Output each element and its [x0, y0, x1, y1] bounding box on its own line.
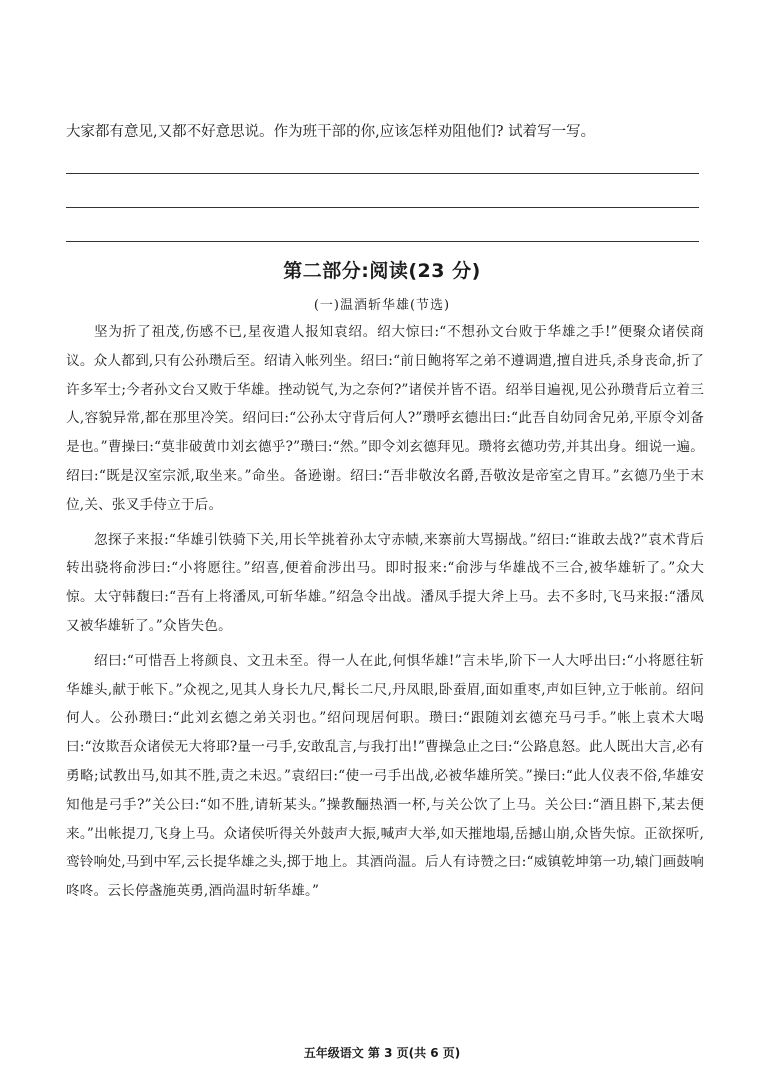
passage-paragraph-3: 绍曰:“可惜吾上将颜良、文丑未至。得一人在此,何惧华雄!”言未毕,阶下一人大呼出曰:“小将愿往斩华雄头,献于帐下。”众视之,见其人身长九尺,髯长二尺,丹凤眼,卧蚕眉,面如重枣,声如巨钟,立于帐前。绍问何人。公孙瓒曰:“此刘玄德之弟关羽也。”绍问现居何职。瓒曰:“跟随刘玄德充马弓手。”帐上袁术大喝曰:“汝欺吾众诸侯无大将耶?量一弓手,安敢乱言,与我打出!”曹操急止之曰:“公路息怒。此人既出大言,必有勇略;试教出马,如其不胜,责之未迟。”袁绍曰:“使一弓手出战,必被华雄所笑。”操曰:“此人仪表不俗,华雄安知他是弓手?”关公曰:“如不胜,请斩某头。”操教酾热酒一杯,与关公饮了上马。关公曰:“酒且斟下,某去便来。”出帐提刀,飞身上马。众诸侯听得关外鼓声大振,喊声大举,如天摧地塌,岳撼山崩,众皆失惊。正欲探听,鸾铃响处,马到中军,云长提华雄之头,掷于地上。其酒尚温。后人有诗赞之曰:“威镇乾坤第一功,辕门画鼓响咚咚。云长停盏施英勇,酒尚温时斩华雄。”: [66, 652, 704, 900]
answer-line-3: [66, 241, 699, 242]
answer-line-1: [66, 173, 699, 174]
passage-title: (一)温酒斩华雄(节选): [313, 298, 451, 313]
section-title: 第二部分:阅读(23 分): [283, 260, 481, 282]
page-footer: 五年级语文 第 3 页(共 6 页): [303, 1046, 461, 1060]
reading-passage: [66, 318, 704, 912]
passage-paragraph-2: 忽探子来报:“华雄引铁骑下关,用长竿挑着孙太守赤帻,来寨前大骂搦战。”绍曰:“谁敢去战?”袁术背后转出骁将俞涉曰:“小将愿往。”绍喜,便着俞涉出马。即时报来:“俞涉与华雄战不三合,被华雄斩了。”众大惊。太守韩馥曰:“吾有上将潘凤,可斩华雄。”绍急令出战。潘凤手提大斧上马。去不多时,飞马来报:“潘凤又被华雄斩了。”众皆失色。: [66, 531, 704, 634]
passage-paragraph-1: 坚为折了祖茂,伤感不已,星夜遣人报知袁绍。绍大惊曰:“不想孙文台败于华雄之手!”便聚众诸侯商议。众人都到,只有公孙瓒后至。绍请入帐列坐。绍曰:“前日鲍将军之弟不遵调遣,擅自进兵,杀身丧命,折了许多军士;今者孙文台又败于华雄。挫动锐气,为之奈何?”诸侯并皆不语。绍举目遍视,见公孙瓒背后立着三人,容貌异常,都在那里冷笑。绍问曰:“公孙太守背后何人?”瓒呼玄德出曰:“此吾自幼同舍兄弟,平原令刘备是也。”曹操曰:“莫非破黄巾刘玄德乎?”瓒曰:“然。”即令刘玄德拜见。瓒将玄德功劳,并其出身。细说一遍。绍曰:“既是汉室宗派,取坐来。”命坐。备逊谢。绍曰:“吾非敬汝名爵,吾敬汝是帝室之胄耳。”玄德乃坐于末位,关、张叉手侍立于后。: [66, 324, 704, 513]
writing-prompt: 大家都有意见,又都不好意思说。作为班干部的你,应该怎样劝阻他们? 试着写一写。: [66, 124, 596, 140]
answer-line-2: [66, 207, 699, 208]
